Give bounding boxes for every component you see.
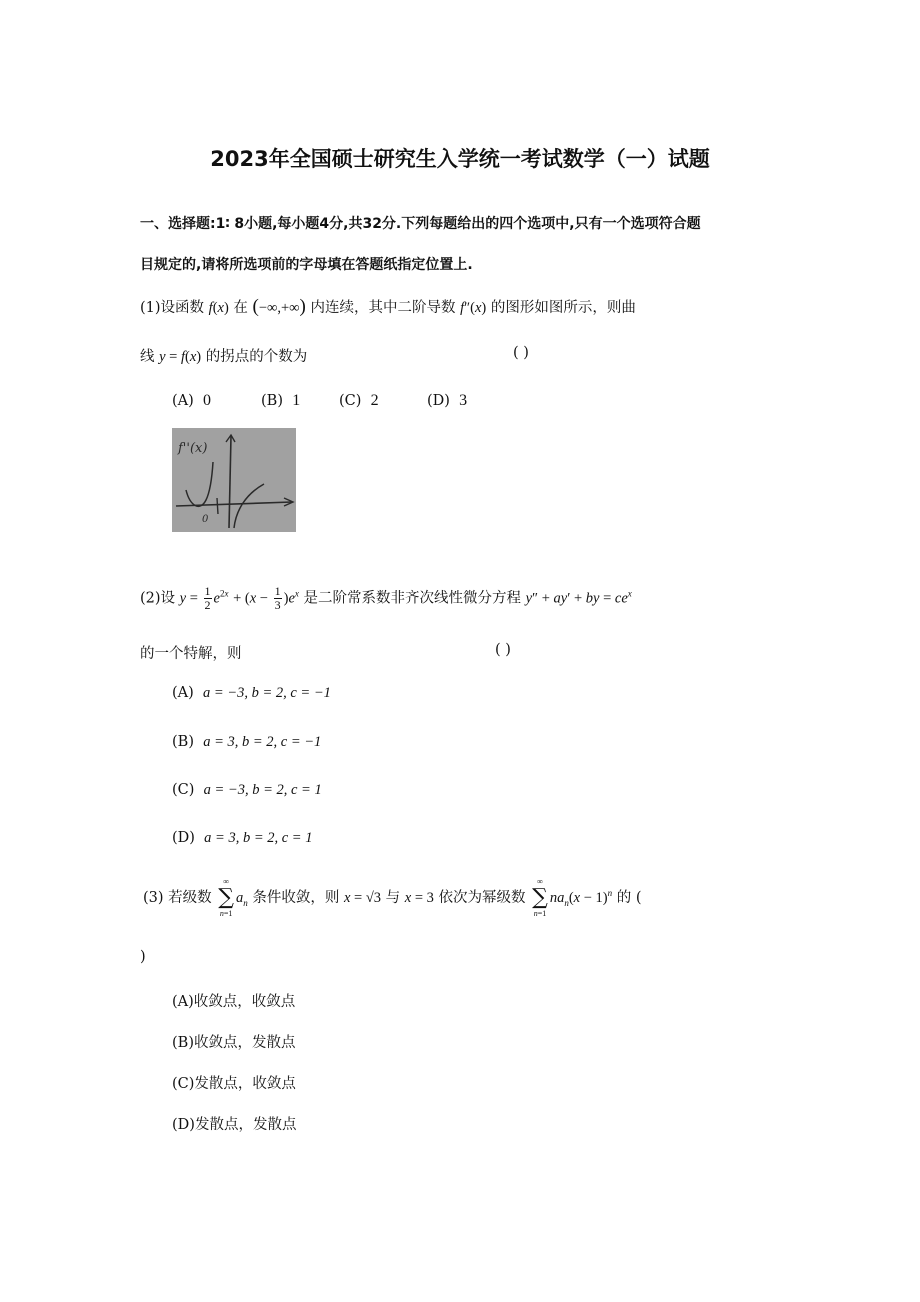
question-2-line-2: 的一个特解，则	[140, 646, 242, 662]
question-3-close-paren: )	[140, 949, 146, 965]
question-3-option-b: (B)收敛点，发散点	[172, 1035, 296, 1051]
section-heading-line-2: 目规定的,请将所选项前的字母填在答题纸指定位置上.	[140, 257, 473, 273]
math-second-derivative: f	[460, 300, 465, 316]
question-2-number: (2)	[140, 590, 161, 607]
question-1-line-2: 线 y = f(x) 的拐点的个数为	[140, 349, 308, 365]
question-1-line-1: (1)设函数 f(x) 在 (−∞,+∞) 内连续，其中二阶导数 f″(x) 的图形如图所示，则曲	[140, 296, 636, 317]
question-2-option-b: (B) a = 3, b = 2, c = −1	[172, 734, 322, 750]
question-1-answer-paren: ( )	[513, 345, 529, 361]
math-fx: f	[208, 300, 213, 316]
graph-origin-label: 0	[202, 514, 209, 525]
question-3-option-c: (C)发散点，收敛点	[172, 1076, 296, 1092]
question-3-option-d: (D)发散点，发散点	[172, 1117, 297, 1133]
question-2-option-c: (C) a = −3, b = 2, c = 1	[172, 782, 322, 798]
section-heading-line-1: 一、选择题:1∶ 8小题,每小题4分,共32分.下列每题给出的四个选项中,只有一个选项符合题	[140, 216, 701, 232]
question-1-option-d: (D) 3	[427, 392, 468, 409]
question-1-option-b: (B) 1	[261, 392, 301, 409]
question-1-option-a: (A) 0	[172, 392, 212, 409]
question-2-option-d: (D) a = 3, b = 2, c = 1	[172, 830, 313, 846]
math-interval: (	[252, 296, 259, 317]
question-1-option-c: (C) 2	[339, 392, 379, 409]
question-2-answer-paren: ( )	[495, 642, 511, 658]
question-3-number: (3)	[143, 890, 164, 906]
graph-y-label: f''(x)	[178, 441, 208, 456]
question-2-option-a: (A) a = −3, b = 2, c = −1	[172, 685, 331, 701]
page-title: 2023年全国硕士研究生入学统一考试数学（一）试题	[210, 147, 710, 171]
question-3-option-a: (A)收敛点，收敛点	[172, 994, 296, 1010]
question-3-line-1: (3) 若级数 ∞ ∑ n=1 $a_n$ 条件收敛，则 x = √3 与 x = 3 依次为幂级数 ∞ ∑ n=1 $na_n(x - 1)^n$ 的 (	[143, 877, 642, 918]
question-2-line-1: (2)设 y = $\frac{1}{2}$ $e^{2x} + (x$ − $\frac{1}{3}$ )$e^x$ 是二阶常系数非齐次线性微分方程 y″ + ay′ + by = $ce^x$	[140, 584, 632, 612]
question-1-number: (1)	[140, 300, 161, 316]
second-derivative-graph-photo	[172, 428, 296, 532]
